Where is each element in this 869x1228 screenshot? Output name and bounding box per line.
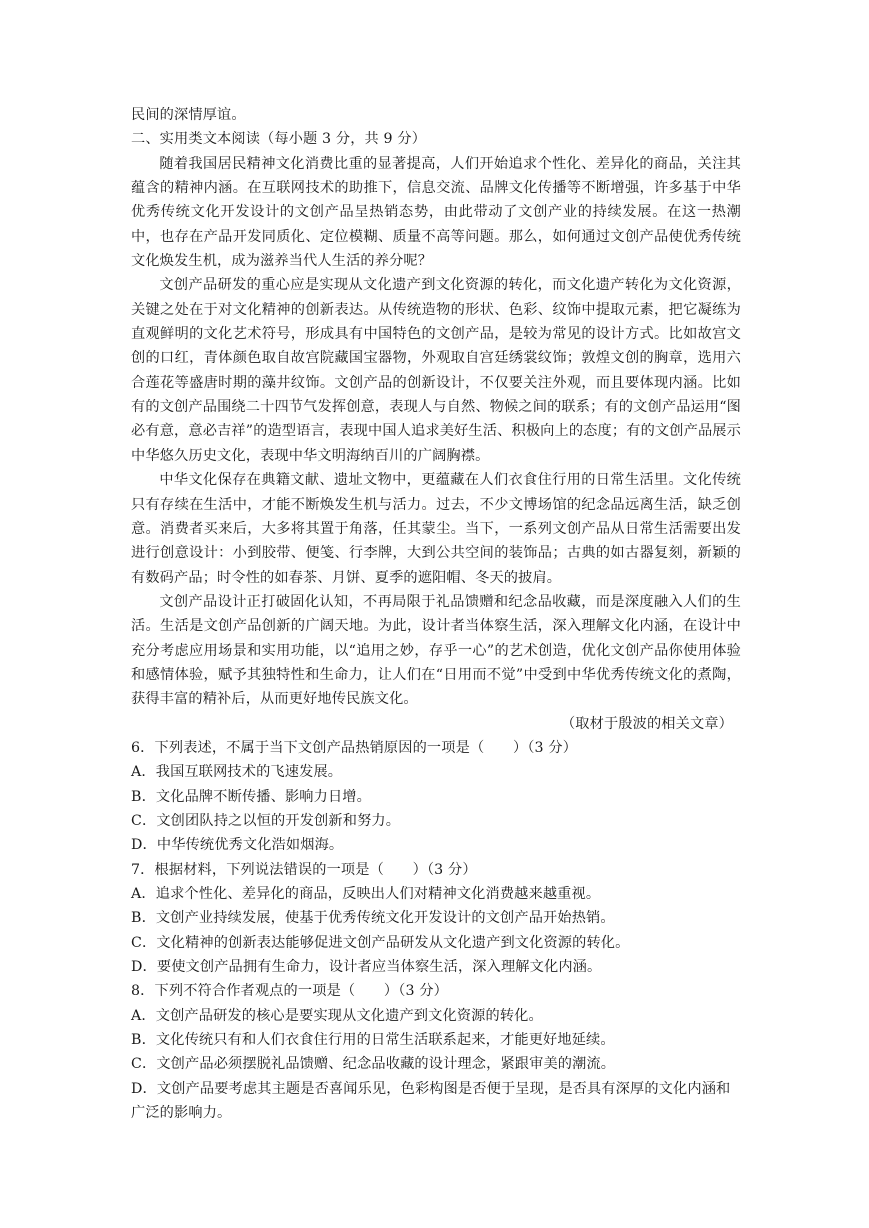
option-a: A．追求个性化、差异化的商品，反映出人们对精神文化消费越来越重视。 <box>131 886 601 902</box>
option-d: D．要使文创产品拥有生命力，设计者应当体察生活，深入理解文化内涵。 <box>131 959 602 976</box>
option-c: C．文创团队持之以恒的开发创新和努力。 <box>131 812 401 829</box>
option-d: D．文创产品要考虑其主题是否喜闻乐见，色彩构图是否便于呈现，是否具有深厚的文化内涵和广泛的影响力。 <box>131 1080 731 1122</box>
article-paragraph-2: 文创产品研发的重心应是实现从文化遗产到文化资源的转化，而文化遗产转化为文化资源，关键之处在于对文化精神的创新表达。从传统造物的形状、色彩、纹饰中提取元素，把它凝练为直观鲜明的文化艺术符号，形成具有中国特色的文创产品，是较为常见的设计方式。比如故宫文创的口红，青体颜色取自故宫院藏国宝器物，外观取自宫廷绣裳纹饰；敦煌文创的胸章，选用六合莲花等盛唐时期的藻井纹饰。文创产品的创新设计，不仅要关注外观，而且要体现内涵。比如有的文创产品围绕二十四节气发挥创意，表现人与自然、物候之间的联系；有的文创产品运用“图必有意，意必吉祥”的造型语言，表现中国人追求美好生活、积极向上的态度；有的文创产品展示中华悠久历史文化，表现中华文明海纳百川的广阔胸襟。 <box>131 277 741 464</box>
question-8 <box>131 979 741 1125</box>
question-7 <box>131 858 741 980</box>
article-paragraph-3: 中华文化保存在典籍文献、遗址文物中，更蕴藏在人们衣食住行用的日常生活里。文化传统只有存续在生活中，才能不断焕发生机与活力。过去，不少文博场馆的纪念品远离生活，缺乏创意。消费者买来后，大多将其置于角落，任其蒙尘。当下，一系列文创产品从日常生活需要出发进行创意设计：小到胶带、便笺、行李牌，大到公共空间的装饰品；古典的如古器复刻，新颖的有数码产品；时令性的如春茶、月饼、夏季的遮阳帽、冬天的披肩。 <box>131 472 741 586</box>
option-c: C．文化精神的创新表达能够促进文创产品研发从文化遗产到文化资源的转化。 <box>131 934 630 951</box>
option-b: B．文化传统只有和人们衣食住行用的日常生活联系起来，才能更好地延续。 <box>131 1032 615 1049</box>
question-stem: 6．下列表述，不属于当下文创产品热销原因的一项是（ ）（3 分） <box>131 739 578 756</box>
question-stem: 8．下列不符合作者观点的一项是（ ）（3 分） <box>131 983 449 1000</box>
document-body <box>131 103 741 1125</box>
option-a: A．我国互联网技术的飞速发展。 <box>131 764 343 781</box>
article-paragraph-1: 随着我国居民精神文化消费比重的显著提高，人们开始追求个性化、差异化的商品，关注其蕴含的精神内涵。在互联网技术的助推下，信息交流、品牌文化传播等不断增强，许多基于中华优秀传统文化开发设计的文创产品呈热销态势，由此带动了文创产业的持续发展。在这一热潮中，也存在产品开发同质化、定位模糊、质量不高等问题。那么，如何通过文创产品使优秀传统文化焕发生机，成为滋养当代人生活的养分呢？ <box>131 155 741 270</box>
article-paragraph-4: 文创产品设计正打破固化认知，不再局限于礼品馈赠和纪念品收藏，而是深度融入人们的生活。生活是文创产品创新的广阔天地。为此，设计者当体察生活，深入理解文化内涵，在设计中充分考虑应用场景和实用功能，以“追用之妙，存乎一心”的艺术创造，优化文创产品你使用体验和感情体验，赋予其独特性和生命力，让人们在“日用而不觉”中受到中华优秀传统文化的煮陶，获得丰富的精补后，从而更好地传民族文化。 <box>131 593 741 708</box>
question-6 <box>131 736 741 858</box>
lead-line: 民间的深情厚谊。 <box>131 107 246 123</box>
option-b: B．文创产业持续发展，使基于优秀传统文化开发设计的文创产品开始热销。 <box>131 910 615 927</box>
option-a: A．文创产品研发的核心是要实现从文化遗产到文化资源的转化。 <box>131 1007 543 1024</box>
option-b: B．文化品牌不断传播、影响力日增。 <box>131 788 371 805</box>
question-stem: 7．根据材料，下列说法错误的一项是（ ）（3 分） <box>131 861 477 878</box>
source-note: （取材于殷波的相关文章） <box>560 715 733 732</box>
section-title: 二、实用类文本阅读（每小题 3 分，共 9 分） <box>131 131 427 148</box>
option-c: C．文创产品必须摆脱礼品馈赠、纪念品收藏的设计理念，紧跟审美的潮流。 <box>131 1056 616 1073</box>
option-d: D．中华传统优秀文化浩如烟海。 <box>131 837 344 854</box>
